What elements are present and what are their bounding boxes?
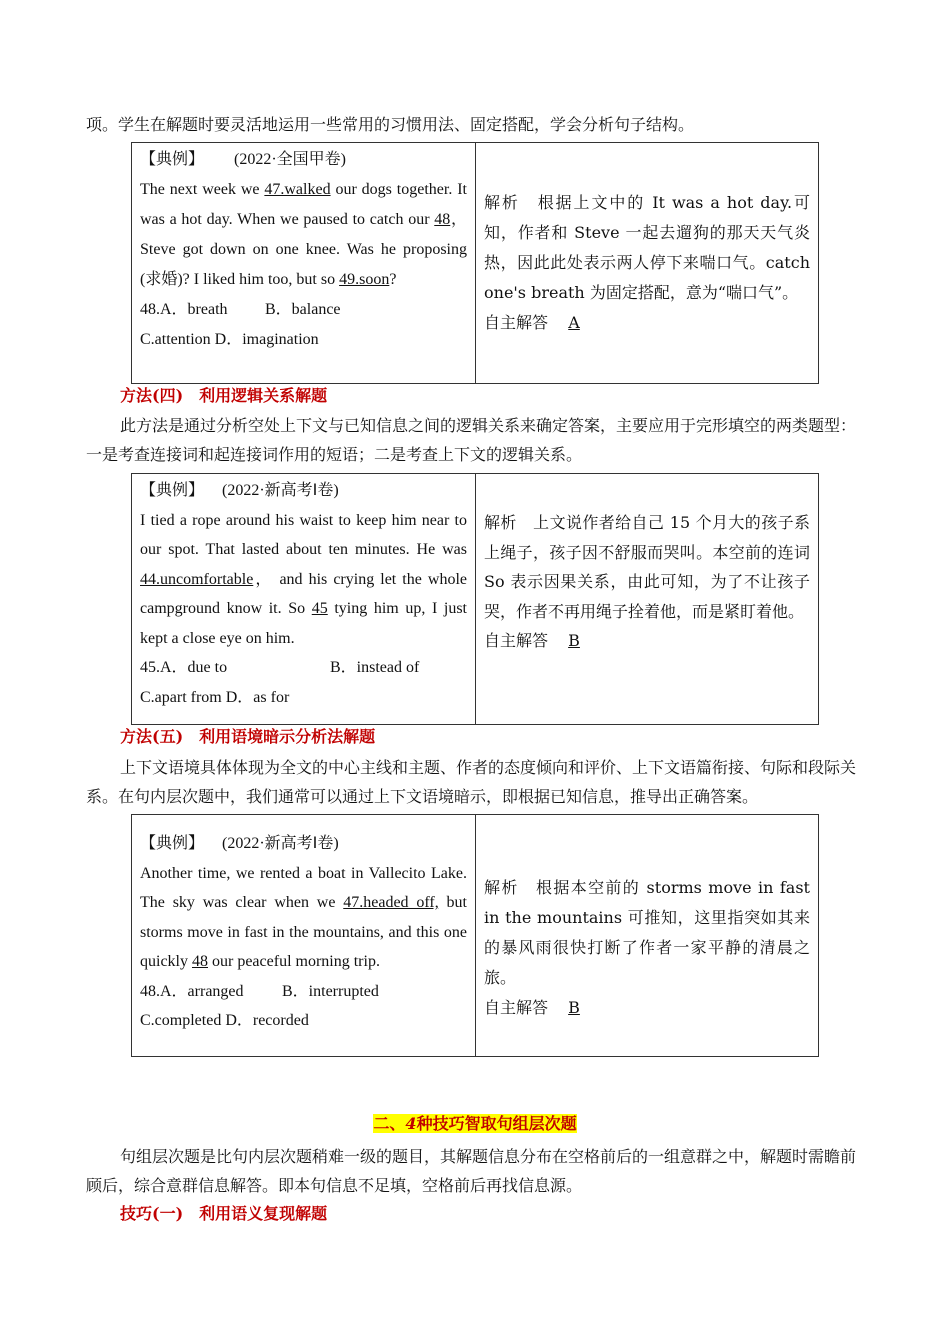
section-2-title	[0, 1113, 950, 1135]
method-4-label: 方法(四)	[120, 386, 184, 405]
example-box-1	[131, 142, 819, 384]
option-48-a: 48.A．arranged	[140, 982, 244, 1000]
method-4-heading	[120, 385, 327, 407]
example-1-answer: A	[568, 313, 580, 332]
example-1-tag: 【典例】	[140, 151, 205, 168]
tip-1-title: 利用语义复现解题	[199, 1204, 328, 1223]
example-1-text-a: The next week we	[140, 181, 265, 198]
blank-48: 48	[434, 211, 451, 228]
section-2-suffix: 种技巧智取句组层次题	[416, 1114, 577, 1133]
example-1-options-row-1	[140, 295, 467, 325]
method-4-title: 利用逻辑关系解题	[199, 386, 328, 405]
blank-44: 44.uncomfortable	[140, 570, 254, 588]
example-3-options-row-1	[140, 977, 467, 1007]
method-5-description: 上下文语境具体体现为全文的中心主线和主题、作者的态度倾向和评价、上下文语篇衔接、句际和段际关系。在句内层次题中，我们通常可以通过上下文语境暗示，即根据已知信息，推导出正确答案。	[86, 758, 857, 806]
example-2-options-row-2: C.apart from D．as for	[140, 688, 290, 706]
tip-1-label: 技巧(一)	[120, 1204, 184, 1223]
example-2-text-a: I tied a rope around his waist to keep him near to our spot. That lasted about ten minutes. He was	[140, 511, 467, 558]
answer-label: 自主解答	[484, 313, 549, 332]
example-1-source: (2022·全国甲卷)	[234, 151, 347, 168]
example-1-text	[140, 175, 467, 295]
example-1-options-row-2: C.attention D．imagination	[140, 331, 319, 348]
example-1-passage	[132, 143, 476, 383]
example-3-analysis-panel	[476, 815, 818, 1056]
option-48-b: B．balance	[265, 301, 341, 318]
example-1-text-b: our dogs together. It was a hot day. When we paused to catch our	[140, 181, 467, 228]
example-3-text-c: our peaceful morning trip.	[208, 953, 380, 970]
example-3-text-b: but storms move in fast in the mountains, and this one quickly	[140, 894, 467, 970]
example-2-analysis-panel	[476, 474, 818, 724]
option-48-a: 48.A．breath	[140, 301, 228, 318]
example-2-text	[140, 506, 467, 654]
option-45-a: 45.A．due to	[140, 659, 228, 676]
method-4-description: 此方法是通过分析空处上下文与已知信息之间的逻辑关系来确定答案，主要应用于完形填空的两类题型：一是考查连接词和起连接词作用的短语；二是考查上下文的逻辑关系。	[86, 416, 857, 464]
method-5-heading	[120, 726, 375, 748]
blank-47: 47.headed off,	[343, 894, 439, 911]
answer-label: 自主解答	[484, 998, 549, 1017]
example-2-answer: B	[568, 631, 580, 650]
method-5-title: 利用语境暗示分析法解题	[199, 727, 376, 746]
method-5-label: 方法(五)	[120, 727, 184, 746]
section-2-description: 句组层次题是比句内层次题稍难一级的题目，其解题信息分布在空格前后的一组意群之中，解题时需瞻前顾后，综合意群信息解答。即本句信息不足填，空格前后再找信息源。	[86, 1147, 857, 1195]
example-3-options-row-2: C.completed D．recorded	[140, 1012, 309, 1029]
example-3-passage	[132, 815, 476, 1056]
answer-label: 自主解答	[484, 631, 549, 650]
example-2-source: (2022·新高考Ⅰ卷)	[222, 482, 339, 499]
example-1-text-c: ， Steve got down on one knee. Was he proposing (求婚)? I liked him too, but so	[140, 211, 467, 288]
example-2-answer-row	[484, 626, 810, 656]
example-2-text-c: tying him up, I just kept a close eye on him.	[140, 600, 467, 647]
example-2-text-b: ， and his crying let the whole campground know it. So	[140, 570, 467, 617]
example-2-options-row-1	[140, 653, 467, 683]
example-3-tag: 【典例】	[140, 835, 205, 852]
example-2-passage	[132, 474, 476, 724]
example-1-text-d: ?	[389, 271, 397, 288]
example-2-analysis: 解析 上文说作者给自己 15 个月大的孩子系上绳子，孩子因不舒服而哭叫。本空前的连词 So 表示因果关系，由此可知，为了不让孩子哭，作者不再用绳子拴着他，而是紧盯着他。	[484, 513, 810, 621]
blank-47: 47.walked	[264, 181, 331, 198]
example-3-text-a: Another time, we rented a boat in Vallecito Lake. The sky was clear when we	[140, 864, 467, 911]
example-1-answer-row	[484, 308, 810, 338]
example-1-analysis: 解析 根据上文中的 It was a hot day.可知，作者和 Steve 一起去遛狗的那天天气炎热，因此此处表示两人停下来喘口气。catch one's breath 为固定搭配，意为“喘口气”。	[484, 193, 810, 302]
example-1-analysis-panel	[476, 143, 818, 383]
section-2-prefix: 二、	[373, 1114, 406, 1133]
option-48-b: B．interrupted	[282, 982, 379, 1000]
blank-45: 45	[311, 600, 328, 617]
tip-1-heading	[120, 1203, 327, 1225]
section-2-number: 4	[405, 1114, 417, 1133]
example-3-text	[140, 859, 467, 977]
intro-paragraph-tail: 项。学生在解题时要灵活地运用一些常用的习惯用法、固定搭配，学会分析句子结构。	[86, 115, 695, 134]
example-3-answer-row	[484, 993, 810, 1023]
example-box-2	[131, 473, 819, 725]
example-3-answer: B	[568, 998, 580, 1017]
example-3-analysis: 解析 根据本空前的 storms move in fast in the mountains 可推知，这里指突如其来的暴风雨很快打断了作者一家平静的清晨之旅。	[484, 878, 810, 987]
example-box-3	[131, 814, 819, 1057]
option-45-b: B．instead of	[330, 659, 420, 676]
example-3-source: (2022·新高考Ⅰ卷)	[222, 835, 339, 852]
blank-49: 49.soon	[339, 271, 390, 288]
example-2-tag: 【典例】	[140, 482, 205, 499]
blank-48: 48	[192, 953, 208, 970]
